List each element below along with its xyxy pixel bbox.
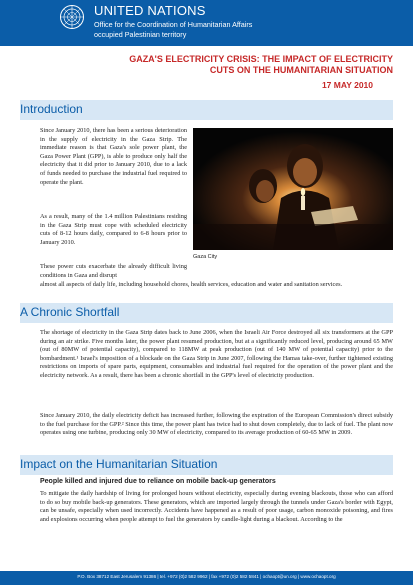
intro-paragraph-3a: These power cuts exacerbate the already difficult living conditions in Gaza and disrupt <box>40 263 187 279</box>
document-date: 17 MAY 2010 <box>321 80 373 90</box>
title-line-2: CUTS ON THE HUMANITARIAN SITUATION <box>209 65 393 75</box>
footer-contact: P.O. Box 38712 East Jerusalem 91386 | tel. +972 (0)2 582 9962 | fax +972 (0)2 582 5841 | ochaopt@un.org | www.ochaopt.org <box>77 574 336 579</box>
footer-bar <box>0 571 413 585</box>
intro-heading: Introduction <box>20 102 83 116</box>
candlelight-photo <box>193 128 393 250</box>
un-emblem-icon <box>59 4 85 30</box>
photo-image <box>193 128 393 250</box>
shortfall-paragraph-1: The shortage of electricity in the Gaza Strip dates back to June 2006, when the Israeli Air Force destroyed all six transformers at the GPP during an air strike. Five months later, the power plant resumed production, but at a significantly reduced level, producing around 65 MW (out of 80MW of potential capacity), compared to 118MW at peak production (out of 140 MW of potential capacity) prior to the bombardment.¹ Israel's imposition of a blockade on the Gaza Strip in June 2007, following the Hamas take-over, further tightened existing restrictions on imports of spare parts, equipment, consumables and industrial fuel required for the operation of the power plant and the electricity network. As a result, there has been a chronic shortfall in the GPP's level of electricity production. <box>40 329 393 379</box>
org-name: UNITED NATIONS <box>94 3 206 18</box>
office-name: Office for the Coordination of Humanitarian Affairs <box>94 20 253 29</box>
header-banner <box>0 0 413 46</box>
title-line-1: GAZA'S ELECTRICITY CRISIS: THE IMPACT OF ELECTRICITY <box>129 54 393 64</box>
impact-subheading: People killed and injured due to reliance on mobile back-up generators <box>40 478 276 485</box>
territory-name: occupied Palestinian territory <box>94 30 187 39</box>
intro-paragraph-2: As a result, many of the 1.4 million Palestinians residing in the Gaza Strip must cope with scheduled electricity cuts of 8-12 hours daily, compared to 6-8 hours prior to January 2010. <box>40 213 187 246</box>
shortfall-paragraph-2: Since January 2010, the daily electricity deficit has increased further, following the expiration of the European Commission's direct subsidy to the fuel purchase for the GPP.² Since this time, the power plant has twice had to shut down completely, due to lack of fuel. The plant now operates using one turbine, producing only 30 MW of electricity, compared to its average production of 60-65 MW in 2009. <box>40 412 393 437</box>
shortfall-heading: A Chronic Shortfall <box>20 305 120 319</box>
photo-caption: Gaza City <box>193 254 218 260</box>
intro-paragraph-1: Since January 2010, there has been a serious deterioration in the supply of electricity in the Gaza Strip. The immediate reason is that Gaza's sole power plant, the Gaza Power Plant (GPP), is able to produce only half the electricity that it did prior to January 2010, due to a lack of funds needed to purchase the industrial fuel required to operate the plant. <box>40 127 187 186</box>
document-title <box>20 54 393 76</box>
impact-heading: Impact on the Humanitarian Situation <box>20 457 218 471</box>
intro-paragraph-3b: almost all aspects of daily life, including household chores, health services, education and water and sanitation services. <box>40 281 343 288</box>
impact-paragraph-1: To mitigate the daily hardship of living for prolonged hours without electricity, especially during evening blackouts, those who can afford to do so buy mobile back-up generators. These generators, which are imported largely through the tunnels under Gaza's border with Egypt, can be unsafe, especially when used incorrectly. Accidents have happened as a result of poor usage, carbon monoxide poisoning, and fires and explosions occurring when people attempt to fuel the generators by candle-light during a blackout. According to the <box>40 490 393 523</box>
